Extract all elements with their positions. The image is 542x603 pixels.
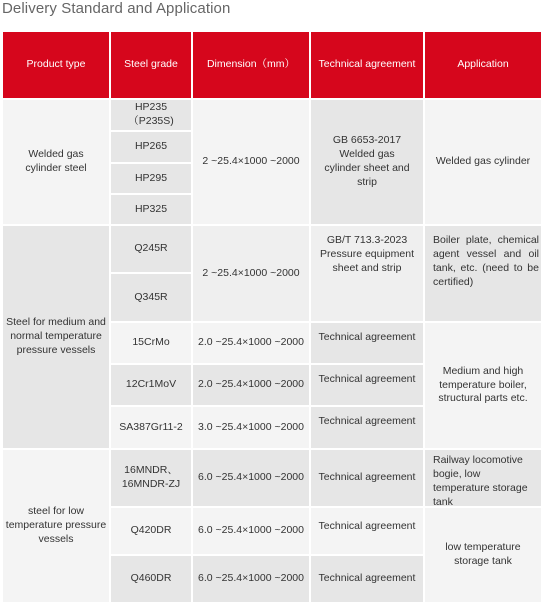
technical-agreement-cell: GB/T 713.3-2023 Pressure equipment sheet and strip (311, 226, 423, 321)
header-application: Application (425, 32, 541, 98)
technical-agreement-cell: Technical agreement (311, 556, 423, 602)
dimension-cell: 3.0 ~25.4×1000 ~2000 (193, 407, 309, 448)
application-cell: Welded gas cylinder (425, 100, 541, 224)
dimension-cell: 6.0 ~25.4×1000 ~2000 (193, 508, 309, 554)
steel-grade-cell: HP265 (111, 132, 191, 162)
application-cell: Railway locomotive bogie, low temperature storage tank (425, 450, 541, 506)
header-product-type: Product type (3, 32, 109, 98)
page-title: Delivery Standard and Application (2, 0, 231, 17)
header-technical-agreement: Technical agreement (311, 32, 423, 98)
steel-grade-cell: HP235（P235S) (111, 100, 191, 130)
steel-grade-cell: Q345R (111, 274, 191, 321)
dimension-cell: 2 ~25.4×1000 ~2000 (193, 226, 309, 321)
steel-grade-cell: Q460DR (111, 556, 191, 602)
technical-agreement-cell: Technical agreement (311, 508, 423, 554)
steel-grade-cell: Q245R (111, 226, 191, 272)
product-type-cell: Steel for medium and normal temperature pressure vessels (3, 226, 109, 448)
header-dimension: Dimension（mm） (193, 32, 309, 98)
steel-grade-cell: 15CrMo (111, 323, 191, 363)
technical-agreement-cell: Technical agreement (311, 365, 423, 405)
application-cell: Boiler plate, chemical agent vessel and oil tank, etc. (need to be certified) (425, 226, 541, 321)
technical-agreement-cell: Technical agreement (311, 407, 423, 448)
application-cell: Medium and high temperature boiler, structural parts etc. (425, 323, 541, 448)
header-steel-grade: Steel grade (111, 32, 191, 98)
steel-grade-cell: SA387Gr11-2 (111, 407, 191, 448)
delivery-standard-table (3, 32, 541, 602)
steel-grade-cell: HP295 (111, 164, 191, 193)
technical-agreement-cell: GB 6653-2017 Welded gas cylinder sheet and strip (311, 100, 423, 224)
technical-agreement-cell: Technical agreement (311, 323, 423, 363)
dimension-cell: 2 ~25.4×1000 ~2000 (193, 100, 309, 224)
steel-grade-cell: Q420DR (111, 508, 191, 554)
product-type-cell: Welded gas cylinder steel (3, 100, 109, 224)
product-type-cell: steel for low temperature pressure vessels (3, 450, 109, 602)
steel-grade-cell: HP325 (111, 195, 191, 224)
technical-agreement-cell: Technical agreement (311, 450, 423, 506)
dimension-cell: 6.0 ~25.4×1000 ~2000 (193, 556, 309, 602)
steel-grade-cell: 12Cr1MoV (111, 365, 191, 405)
dimension-cell: 2.0 ~25.4×1000 ~2000 (193, 365, 309, 405)
application-cell: low temperature storage tank (425, 508, 541, 602)
dimension-cell: 2.0 ~25.4×1000 ~2000 (193, 323, 309, 363)
dimension-cell: 6.0 ~25.4×1000 ~2000 (193, 450, 309, 506)
steel-grade-cell: 16MNDR、 16MNDR-ZJ (111, 450, 191, 506)
